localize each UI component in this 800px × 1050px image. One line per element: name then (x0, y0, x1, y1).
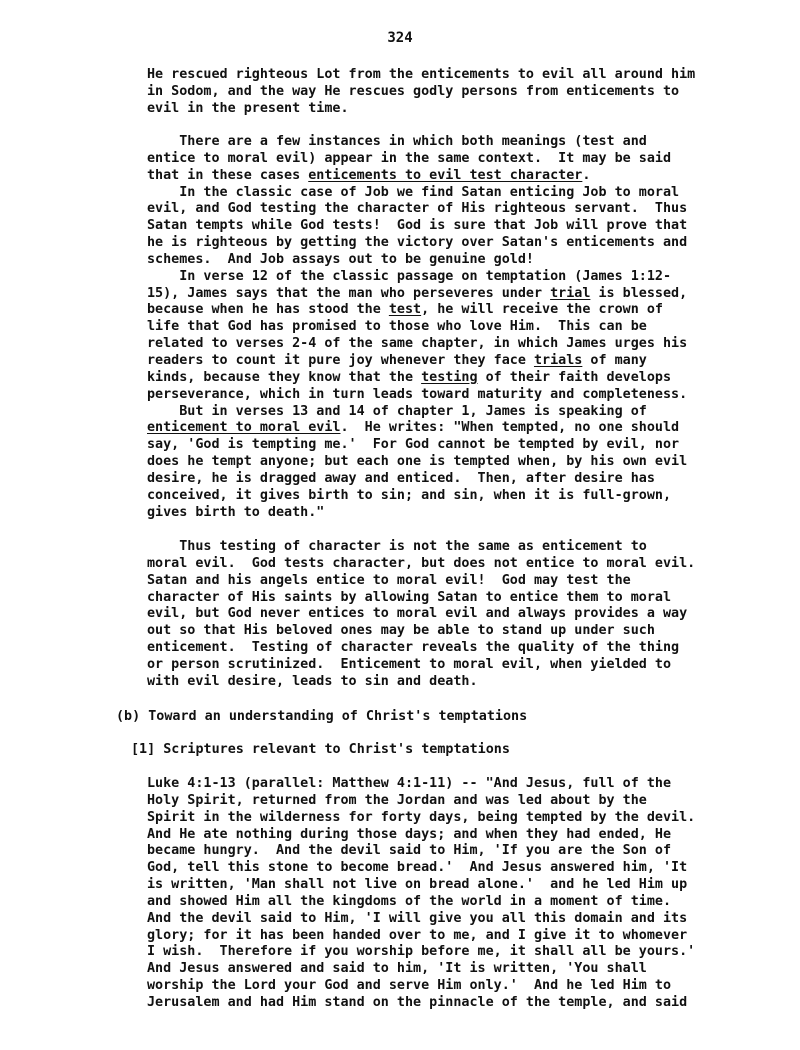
text-line: And the devil said to Him, 'I will give you all this domain and its (147, 910, 688, 926)
text-line: entice to moral evil) appear in the same context. It may be said (147, 150, 672, 166)
text-line: say, 'God is tempting me.' For God cannot be tempted by evil, nor (147, 437, 680, 453)
text-line: perseverance, which in turn leads toward maturity and completeness. (147, 386, 688, 402)
text-line: 15), James says that the man who perseveres under (147, 285, 551, 301)
underlined-word: testing (421, 369, 478, 385)
text-line: And Jesus answered and said to him, 'It is written, 'You shall (147, 961, 647, 977)
text-line: out so that His beloved ones may be able to stand up under such (147, 623, 655, 639)
text-line: life that God has promised to those who love Him. This can be (147, 319, 647, 335)
text-line: Satan tempts while God tests! God is sure that Job will prove that (147, 218, 688, 234)
text-line: He rescued righteous Lot from the enticements to evil all around him (147, 67, 696, 82)
text-line: because when he has stood the (147, 302, 389, 318)
text-line: does he tempt anyone; but each one is tempted when, by his own evil (147, 454, 688, 470)
text-line: God, tell this stone to become bread.' And Jesus answered him, 'It (147, 860, 688, 876)
text-line: Luke 4:1-13 (parallel: Matthew 4:1-11) -- "And Jesus, full of the (147, 776, 672, 791)
text-line: gives birth to death." (147, 504, 325, 520)
section-heading-b: (b) Toward an understanding of Christ's temptations (116, 709, 528, 724)
text-line: schemes. And Job assays out to be genuine gold! (147, 251, 534, 267)
text-line: evil, but God never entices to moral evil and always provides a way (147, 606, 688, 622)
text-line: glory; for it has been handed over to me, and I give it to whomever (147, 927, 688, 943)
underlined-word: trials (533, 352, 583, 368)
text-line: of their faith develops (477, 369, 672, 385)
text-line: related to verses 2-4 of the same chapter, in which James urges his (147, 336, 688, 352)
text-line: In the classic case of Job we find Satan enticing Job to moral (147, 184, 680, 200)
text-line: in Sodom, and the way He rescues godly persons from enticements to (147, 83, 680, 99)
text-line: is written, 'Man shall not live on bread alone.' and he led Him up (147, 877, 688, 893)
text-line: But in verses 13 and 14 of chapter 1, James is speaking of (147, 403, 647, 419)
paragraph-lot (147, 67, 747, 118)
text-line: character of His saints by allowing Satan to entice them to moral (147, 589, 672, 605)
text-line: Holy Spirit, returned from the Jordan and was led about by the (147, 792, 647, 808)
text-line: he is righteous by getting the victory over Satan's enticements and (147, 235, 688, 251)
paragraph-testing-vs-enticement (147, 539, 747, 691)
text-line: I wish. Therefore if you worship before me, it shall all be yours.' (147, 944, 696, 960)
text-line: enticement. Testing of character reveals the quality of the thing (147, 640, 680, 656)
text-line: became hungry. And the devil said to Him, 'If you are the Son of (147, 843, 672, 859)
text-line: desire, he is dragged away and enticed. Then, after desire has (147, 470, 655, 486)
paragraph-meanings (147, 134, 747, 521)
text-line: And He ate nothing during those days; and when they had ended, He (147, 826, 672, 842)
page-number: 324 (387, 30, 413, 46)
subsection-heading-1: [1] Scriptures relevant to Christ's temptations (131, 742, 510, 757)
text-line: . He writes: "When tempted, no one should (340, 420, 680, 436)
text-line: Satan and his angels entice to moral evil! God may test the (147, 572, 631, 588)
paragraph-luke-passage (147, 776, 747, 1012)
text-line: evil, and God testing the character of His righteous servant. Thus (147, 201, 688, 217)
text-line: that in these cases (147, 167, 309, 183)
underlined-word: test (388, 302, 422, 318)
text-line: Thus testing of character is not the same as enticement to (147, 539, 647, 554)
text-line: readers to count it pure joy whenever they face (147, 352, 534, 368)
text-line: There are a few instances in which both meanings (test and (147, 134, 647, 149)
text-line: Spirit in the wilderness for forty days, being tempted by the devil. (147, 809, 696, 825)
text-line: kinds, because they know that the (147, 369, 422, 385)
text-line: and showed Him all the kingdoms of the world in a moment of time. (147, 893, 672, 909)
text-line: , he will receive the crown of (421, 302, 663, 318)
text-line: moral evil. God tests character, but does not entice to moral evil. (147, 555, 696, 571)
underlined-word: trial (550, 285, 591, 301)
text-line: evil in the present time. (147, 100, 349, 116)
underlined-phrase: enticement to moral evil (147, 420, 341, 436)
text-line: or person scrutinized. Enticement to moral evil, when yielded to (147, 656, 672, 672)
text-line: is blessed, (590, 285, 688, 301)
text-line: . (582, 167, 591, 183)
text-line: conceived, it gives birth to sin; and sin, when it is full-grown, (147, 487, 672, 503)
text-line: worship the Lord your God and serve Him only.' And he led Him to (147, 978, 672, 994)
text-line: Jerusalem and had Him stand on the pinnacle of the temple, and said (147, 994, 688, 1010)
text-line: with evil desire, leads to sin and death. (147, 673, 478, 689)
text-line: In verse 12 of the classic passage on temptation (James 1:12- (147, 268, 672, 284)
text-line: of many (582, 352, 647, 368)
underlined-phrase: enticements to evil test character (308, 167, 583, 183)
